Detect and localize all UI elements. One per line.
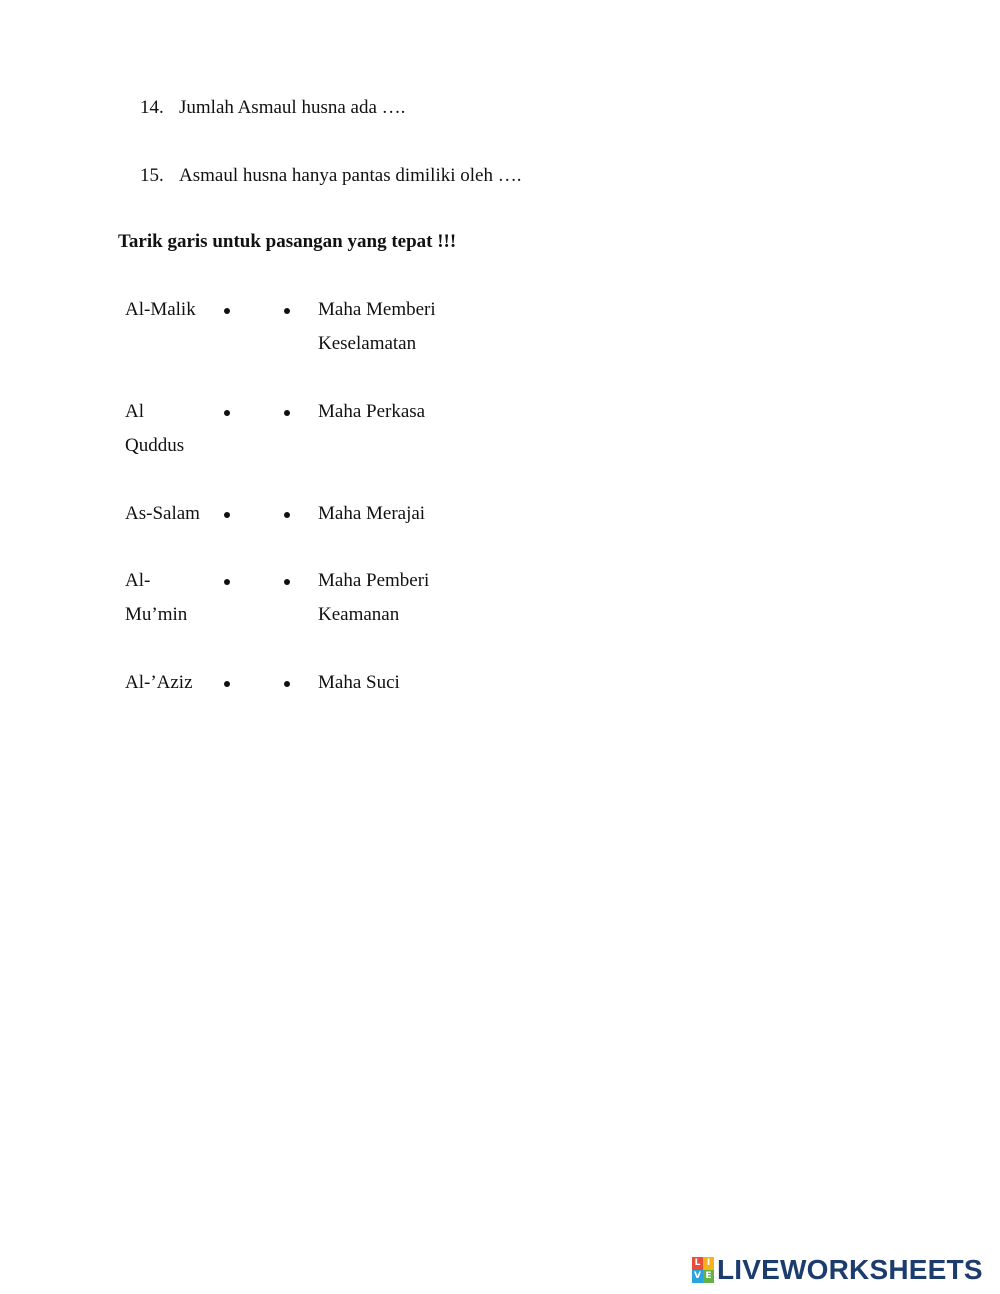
left-term xyxy=(125,564,210,632)
question-number: 14. xyxy=(140,97,164,118)
left-term-line1: Al-Malik xyxy=(125,299,196,320)
left-connector-dot[interactable] xyxy=(224,512,230,518)
left-term xyxy=(125,666,210,700)
right-term xyxy=(318,564,429,632)
right-term-line1: Maha Suci xyxy=(318,672,400,693)
left-term-line1: Al xyxy=(125,401,144,422)
right-term-line1: Maha Pemberi xyxy=(318,570,430,591)
live-icon xyxy=(692,1257,714,1283)
live-icon-e: E xyxy=(703,1270,714,1283)
left-term xyxy=(125,395,210,463)
right-term xyxy=(318,497,425,531)
right-connector-dot[interactable] xyxy=(284,681,290,687)
left-connector-dot[interactable] xyxy=(224,579,230,585)
matching-instruction: Tarik garis untuk pasangan yang tepat !!! xyxy=(118,231,457,252)
left-term xyxy=(125,293,210,327)
right-term-line2: Keamanan xyxy=(318,604,400,625)
right-connector-dot[interactable] xyxy=(284,512,290,518)
question-number: 15. xyxy=(140,165,164,186)
live-icon-v: V xyxy=(692,1270,703,1283)
live-icon-i: I xyxy=(703,1257,714,1270)
right-term-line2: Keselamatan xyxy=(318,333,417,354)
live-icon-l: L xyxy=(692,1257,703,1270)
left-connector-dot[interactable] xyxy=(224,410,230,416)
left-term-line1: Al- xyxy=(125,570,151,591)
logo-text: LIVEWORKSHEETS xyxy=(717,1254,983,1285)
right-term-line1: Maha Memberi xyxy=(318,299,436,320)
left-connector-dot[interactable] xyxy=(224,681,230,687)
question-14 xyxy=(140,97,405,119)
left-connector-dot[interactable] xyxy=(224,308,230,314)
question-text: Asmaul husna hanya pantas dimiliki oleh …. xyxy=(179,165,522,186)
right-term-line1: Maha Merajai xyxy=(318,503,426,524)
left-term-line2: Mu’min xyxy=(125,604,188,625)
question-15 xyxy=(140,165,521,187)
right-connector-dot[interactable] xyxy=(284,579,290,585)
left-term-line2: Quddus xyxy=(125,435,185,456)
question-text: Jumlah Asmaul husna ada …. xyxy=(179,97,406,118)
right-connector-dot[interactable] xyxy=(284,308,290,314)
right-connector-dot[interactable] xyxy=(284,410,290,416)
right-term xyxy=(318,395,425,429)
liveworksheets-logo xyxy=(692,1255,983,1285)
left-term-line1: As-Salam xyxy=(125,503,200,524)
left-term xyxy=(125,497,210,531)
left-term-line1: Al-’Aziz xyxy=(125,672,193,693)
right-term xyxy=(318,666,400,700)
right-term-line1: Maha Perkasa xyxy=(318,401,426,422)
right-term xyxy=(318,293,436,361)
